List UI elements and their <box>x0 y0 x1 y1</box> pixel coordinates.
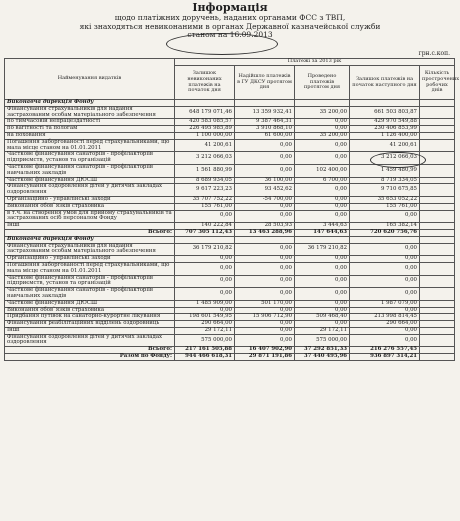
cell-col-1: 217 161 505,88 <box>175 347 235 354</box>
row-label: Виконання обов`язків страховика <box>5 307 175 314</box>
row-label: Фінансування страхувальників для надання застрахованим особам матеріального забезпечення <box>5 243 175 256</box>
cell-col-3: 509 468,40 <box>295 314 350 321</box>
row-label: Придбання путівок на санаторно-курортне лікування <box>5 314 175 321</box>
cell-col-2: 3 910 868,10 <box>235 126 295 133</box>
cell-col-2: 0,00 <box>235 321 295 328</box>
cell-col-5 <box>420 106 455 119</box>
cell-col-1: 707 305 112,43 <box>175 229 235 236</box>
cell-col-3: 0,00 <box>295 256 350 263</box>
cell-col-1: 0,00 <box>175 275 235 288</box>
cell-col-5 <box>420 126 455 133</box>
cell-col-3: 0,00 <box>295 262 350 275</box>
cell-col-2: 29 871 191,86 <box>235 354 295 361</box>
cell-col-2: 9 387 464,31 <box>235 119 295 126</box>
cell-col-1: 36 179 210,82 <box>175 243 235 256</box>
cell-col-2: 0,00 <box>235 327 295 334</box>
cell-col-3: 37 292 851,33 <box>295 347 350 354</box>
cell-col-5 <box>420 139 455 152</box>
row-label: Фінансування оздоровлення дітей у дитячих закладах оздоровлення <box>5 334 175 347</box>
cell-col-2: 13 359 932,41 <box>235 106 295 119</box>
row-label: Фінансування реабілітаційних відділень оздоровниць <box>5 321 175 328</box>
cell-col-3: 0,00 <box>295 126 350 133</box>
row-label: Часткове фінансування санаторіїв - профілакторіїв навчальних закладів <box>5 164 175 177</box>
subtitle-line-2: які знаходяться невиконаними в органах Державної казначейської служби <box>79 21 381 31</box>
cell-col-4: 35 653 052,22 <box>350 196 420 203</box>
header-name: Найменування видатків <box>5 59 175 100</box>
cell-col-3: 0,00 <box>295 321 350 328</box>
cell-col-4: 9 710 675,85 <box>350 184 420 197</box>
table-row <box>5 300 455 307</box>
cell-col-4: 0,00 <box>350 210 420 223</box>
cell-col-5 <box>420 119 455 126</box>
row-label: Фінансування оздоровлення дітей у дитячих закладах оздоровлення <box>5 184 175 197</box>
cell-col-2: 0,00 <box>235 210 295 223</box>
cell-col-1: 1 485 909,00 <box>175 300 235 307</box>
cell-col-1: 0,00 <box>175 307 235 314</box>
row-label: Погашення заборгованості перед страхувальниками, що мала місце станом на 01.01.2011 <box>5 262 175 275</box>
row-label: Організаційно - управлінські заходи <box>5 256 175 263</box>
cell-col-1 <box>175 100 235 107</box>
table-row <box>5 334 455 347</box>
cell-col-3: 0,00 <box>295 139 350 152</box>
cell-col-5 <box>420 321 455 328</box>
cell-col-1: 290 664,00 <box>175 321 235 328</box>
cell-col-1: 29 172,11 <box>175 327 235 334</box>
cell-col-3: 36 179 210,82 <box>295 243 350 256</box>
cell-col-1: 41 200,61 <box>175 139 235 152</box>
cell-col-4: 216 276 557,45 <box>350 347 420 354</box>
cell-col-4 <box>350 236 420 243</box>
cell-col-1: 155 761,00 <box>175 203 235 210</box>
subtitle-date: станом на 16.09.2013 <box>187 30 273 39</box>
cell-col-1: 648 179 071,46 <box>175 106 235 119</box>
cell-col-5 <box>420 100 455 107</box>
cell-col-4: 165 382,14 <box>350 223 420 230</box>
cell-col-4: 1 126 400,00 <box>350 132 420 139</box>
cell-col-1: 575 000,00 <box>175 334 235 347</box>
subtitle-line-1: щодо платіжних доручень, наданих органами ФСС з ТВП, <box>114 13 346 22</box>
cell-col-2: 0,00 <box>235 243 295 256</box>
cell-col-5 <box>420 210 455 223</box>
cell-col-4: 0,00 <box>350 288 420 301</box>
cell-col-5 <box>420 236 455 243</box>
row-label: на поховання <box>5 132 175 139</box>
row-label: Часткове фінансування ДЮСШ <box>5 177 175 184</box>
cell-col-3: 29 172,11 <box>295 327 350 334</box>
cell-col-2: 0,00 <box>235 203 295 210</box>
cell-col-3: 0,00 <box>295 307 350 314</box>
cell-col-4: 0,00 <box>350 327 420 334</box>
row-label: Інші <box>5 327 175 334</box>
table-row <box>5 139 455 152</box>
cell-col-4: 0,00 <box>350 243 420 256</box>
cell-col-4: 41 200,61 <box>350 139 420 152</box>
header-col-5: Кількість прострочених робочих днів <box>420 66 455 100</box>
cell-col-2: 0,00 <box>235 152 295 165</box>
cell-col-2: 501 170,00 <box>235 300 295 307</box>
cell-col-5 <box>420 243 455 256</box>
cell-col-2: 16 407 902,90 <box>235 347 295 354</box>
row-label: Разом по Фонду: <box>5 354 175 361</box>
header-col-4: Залишок платежів на початок наступного дня <box>350 66 420 100</box>
row-label: Інші <box>5 223 175 230</box>
cell-col-5 <box>420 132 455 139</box>
cell-col-4: 661 503 803,87 <box>350 106 420 119</box>
cell-col-5 <box>420 223 455 230</box>
row-label: Фінансування страхувальників для надання застрахованим особам матеріального забезпечення <box>5 106 175 119</box>
cell-col-4: 290 664,00 <box>350 321 420 328</box>
table-row <box>5 275 455 288</box>
cell-col-2: 0,00 <box>235 164 295 177</box>
header-col-1: Залишок невиконаних платежів на початок дня <box>175 66 235 100</box>
cell-col-3: 0,00 <box>295 203 350 210</box>
cell-col-3: 0,00 <box>295 184 350 197</box>
cell-col-3: 3 444,63 <box>295 223 350 230</box>
cell-col-3: 0,00 <box>295 196 350 203</box>
cell-col-4 <box>350 100 420 107</box>
row-label: Виконавча дирекція Фонду <box>5 236 175 243</box>
cell-col-3: 6 700,00 <box>295 177 350 184</box>
table-row <box>5 184 455 197</box>
row-label: в т.ч. на створення умов для прийому страхувальників та застрахованих осіб персоналом Фонду <box>5 210 175 223</box>
table-row <box>5 243 455 256</box>
cell-col-3 <box>295 236 350 243</box>
cell-col-1 <box>175 236 235 243</box>
table-row <box>5 262 455 275</box>
cell-col-5 <box>420 327 455 334</box>
currency-unit: грн.с.коп. <box>418 50 450 57</box>
hand-drawn-circle-mark <box>370 152 426 168</box>
cell-col-3: 0,00 <box>295 152 350 165</box>
row-label: Погашення заборгованості перед страхувальниками, що мала місце станом на 01.01.2011 <box>5 139 175 152</box>
cell-col-2: 0,00 <box>235 139 295 152</box>
cell-col-2: 61 600,00 <box>235 132 295 139</box>
cell-col-4: 0,00 <box>350 275 420 288</box>
cell-col-4: 8 719 334,05 <box>350 177 420 184</box>
cell-col-2: 0,00 <box>235 256 295 263</box>
cell-col-5 <box>420 184 455 197</box>
cell-col-4: 3 212 066,03 <box>350 152 420 165</box>
cell-col-5 <box>420 229 455 236</box>
row-label: по вагітності та пологам <box>5 126 175 133</box>
row-label: Часткове фінансування санаторіїв - профілакторіїв підприємств, установ та організацій <box>5 275 175 288</box>
cell-col-4: 0,00 <box>350 262 420 275</box>
table-row <box>5 288 455 301</box>
cell-col-5 <box>420 256 455 263</box>
cell-col-1: 8 689 934,05 <box>175 177 235 184</box>
cell-col-3: 0,00 <box>295 119 350 126</box>
row-label: Всього: <box>5 229 175 236</box>
row-label: Організаційно - управлінські заходи <box>5 196 175 203</box>
cell-col-3: 0,00 <box>295 210 350 223</box>
cell-col-2: 93 452,62 <box>235 184 295 197</box>
table-row <box>5 354 455 361</box>
cell-col-1: 1 100 000,00 <box>175 132 235 139</box>
cell-col-3: 147 644,63 <box>295 229 350 236</box>
table-row <box>5 236 455 243</box>
row-label: по тимчасовій непрацездатності <box>5 119 175 126</box>
cell-col-4: 213 998 814,45 <box>350 314 420 321</box>
hand-drawn-oval-mark <box>166 33 278 55</box>
cell-col-2: 15 906 712,90 <box>235 314 295 321</box>
row-label: Виконання обов`язків страховика <box>5 203 175 210</box>
cell-col-1: 1 561 880,99 <box>175 164 235 177</box>
cell-col-1: 0,00 <box>175 210 235 223</box>
document-title: Інформація <box>192 1 268 14</box>
cell-col-1: 198 601 549,95 <box>175 314 235 321</box>
row-label: Часткове фінансування санаторіїв - профілакторіїв підприємств, установ та організацій <box>5 152 175 165</box>
cell-col-4: 0,00 <box>350 307 420 314</box>
cell-col-4: 1 987 079,00 <box>350 300 420 307</box>
cell-col-5 <box>420 354 455 361</box>
cell-col-2: 13 463 288,96 <box>235 229 295 236</box>
cell-col-2: 36 100,00 <box>235 177 295 184</box>
row-label: Виконавча дирекція Фонду <box>5 100 175 107</box>
cell-col-3 <box>295 100 350 107</box>
cell-col-3: 575 000,00 <box>295 334 350 347</box>
cell-col-5 <box>420 203 455 210</box>
row-label: Часткове фінансування санаторіїв - профілакторіїв навчальних закладів <box>5 288 175 301</box>
cell-col-2: -54 700,00 <box>235 196 295 203</box>
cell-col-3: 0,00 <box>295 300 350 307</box>
cell-col-2 <box>235 100 295 107</box>
cell-col-2: 0,00 <box>235 307 295 314</box>
cell-col-3: 35 200,00 <box>295 106 350 119</box>
row-label: Часткове фінансування ДЮСШ <box>5 300 175 307</box>
cell-col-1: 420 583 085,57 <box>175 119 235 126</box>
cell-col-4: 720 620 756,76 <box>350 229 420 236</box>
cell-col-1: 9 617 223,23 <box>175 184 235 197</box>
cell-col-5 <box>420 164 455 177</box>
cell-col-1: 0,00 <box>175 262 235 275</box>
cell-col-3: 37 440 495,96 <box>295 354 350 361</box>
header-col-3: Проведено платежів протягом дня <box>295 66 350 100</box>
cell-col-4: 0,00 <box>350 256 420 263</box>
table-row <box>5 106 455 119</box>
cell-col-1: 944 466 618,31 <box>175 354 235 361</box>
cell-col-4: 1 459 480,99 <box>350 164 420 177</box>
table-row <box>5 210 455 223</box>
cell-col-4: 0,00 <box>350 334 420 347</box>
cell-col-2: 28 503,93 <box>235 223 295 230</box>
cell-col-1: 0,00 <box>175 256 235 263</box>
cell-col-3: 0,00 <box>295 288 350 301</box>
cell-col-2: 0,00 <box>235 334 295 347</box>
cell-col-2: 0,00 <box>235 275 295 288</box>
cell-col-1: 0,00 <box>175 288 235 301</box>
cell-col-2: 0,00 <box>235 262 295 275</box>
cell-col-5 <box>420 196 455 203</box>
cell-col-5 <box>420 334 455 347</box>
cell-col-4: 230 406 853,99 <box>350 126 420 133</box>
header-group: Платежі за 2013 рік <box>175 59 455 66</box>
cell-col-5 <box>420 262 455 275</box>
cell-col-5 <box>420 300 455 307</box>
cell-col-4: 429 970 549,88 <box>350 119 420 126</box>
cell-col-4: 936 897 314,21 <box>350 354 420 361</box>
cell-col-3: 102 400,00 <box>295 164 350 177</box>
cell-col-1: 3 212 066,03 <box>175 152 235 165</box>
cell-col-3: 0,00 <box>295 275 350 288</box>
cell-col-3: 35 200,00 <box>295 132 350 139</box>
cell-col-2 <box>235 236 295 243</box>
table-body <box>5 100 455 361</box>
cell-col-5 <box>420 275 455 288</box>
cell-col-2: 0,00 <box>235 288 295 301</box>
payments-table <box>4 58 460 361</box>
cell-col-5 <box>420 314 455 321</box>
cell-col-5 <box>420 177 455 184</box>
row-label: Всього: <box>5 347 175 354</box>
cell-col-5 <box>420 347 455 354</box>
cell-col-5 <box>420 307 455 314</box>
header-col-2: Надійшло платежів в ГУ ДКСУ протягом дня <box>235 66 295 100</box>
cell-col-1: 140 222,84 <box>175 223 235 230</box>
cell-col-1: 226 495 985,89 <box>175 126 235 133</box>
cell-col-5 <box>420 288 455 301</box>
cell-col-4: 155 761,00 <box>350 203 420 210</box>
cell-col-1: 35 707 752,22 <box>175 196 235 203</box>
